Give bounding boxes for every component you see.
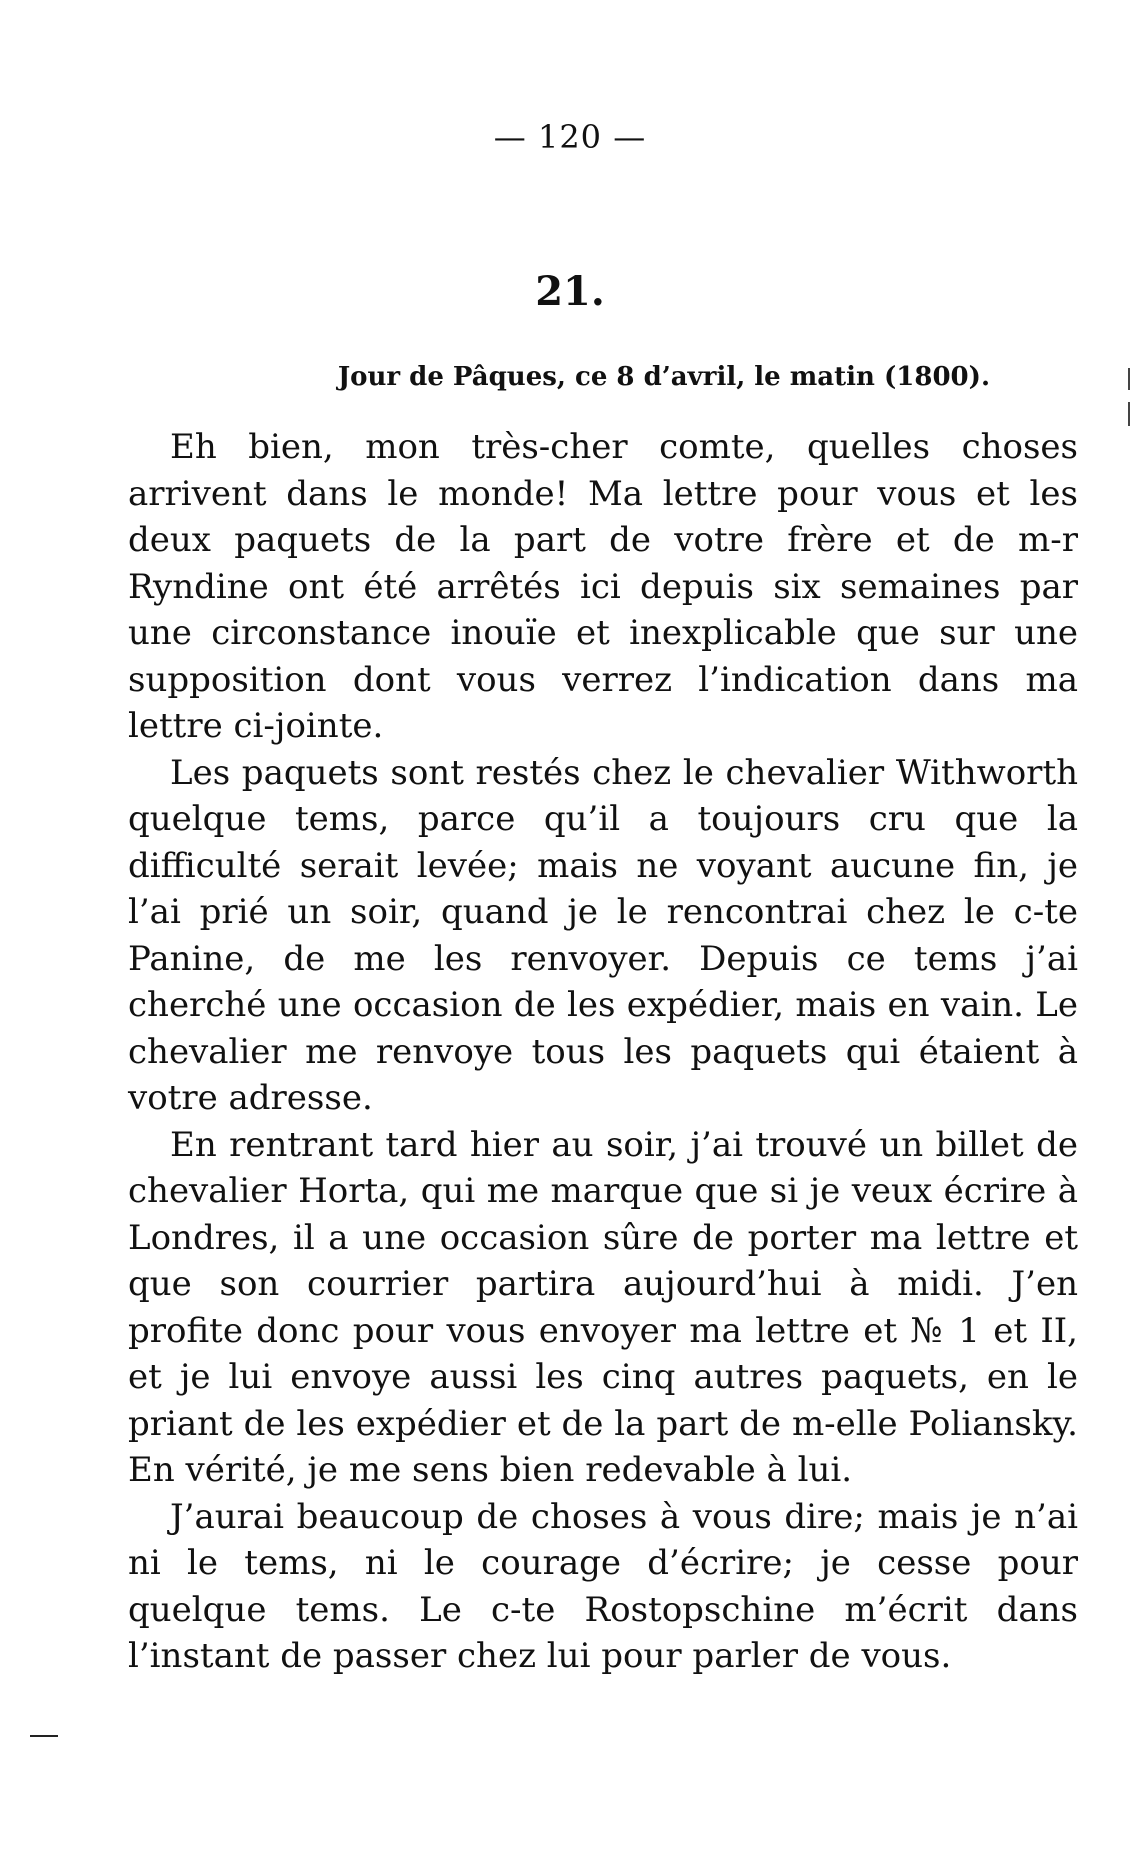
page-number: — 120 —: [493, 118, 647, 156]
paragraph-1: Eh bien, mon très-cher comte, quelles choses arrivent dans le monde! Ma lettre pour vous et les deux paquets de la part de votre frère et de m-r Ryndine ont été arrêtés ici depuis six semaines par une circonstance inouïe et inexplicable que sur une supposition dont vous verrez l’indication dans ma lettre ci-jointe.: [128, 427, 1078, 746]
dateline: Jour de Pâques, ce 8 d’avril, le matin (1800).: [337, 362, 990, 392]
edge-scan-mark-top: [1128, 368, 1130, 390]
paragraph-4: J’aurai beaucoup de choses à vous dire; mais je n’ai ni le tems, ni le courage d’écrire; je cesse pour quelque tems. Le c-te Rostopschine m’écrit dans l’instant de passer chez lui pour parler de vous.: [128, 1496, 1078, 1676]
paragraph-3: En rentrant tard hier au soir, j’ai trouvé un billet de chevalier Horta, qui me marque que si je veux écrire à Londres, il a une occasion sûre de porter ma lettre et que son courrier partira aujourd’hui à midi. J’en profite donc pour vous envoyer ma lettre et № 1 et II, et je lui envoye aussi les cinq autres paquets, en le priant de les expédier et de la part de m-elle Poliansky. En vérité, je me sens bien redevable à lui.: [128, 1124, 1078, 1490]
letter-number: 21.: [535, 268, 605, 315]
letter-body: [128, 424, 1078, 1680]
edge-scan-mark-middle: [1128, 402, 1130, 426]
paragraph-2: Les paquets sont restés chez le chevalier Withworth quelque tems, parce qu’il a toujours cru que la difficulté serait levée; mais ne voyant aucune fin, je l’ai prié un soir, quand je le rencontrai chez le c-te Panine, de me les renvoyer. Depuis ce tems j’ai cherché une occasion de les expédier, mais en vain. Le chevalier me renvoye tous les paquets qui étaient à votre adresse.: [128, 752, 1078, 1118]
margin-dash-mark: [30, 1735, 58, 1737]
